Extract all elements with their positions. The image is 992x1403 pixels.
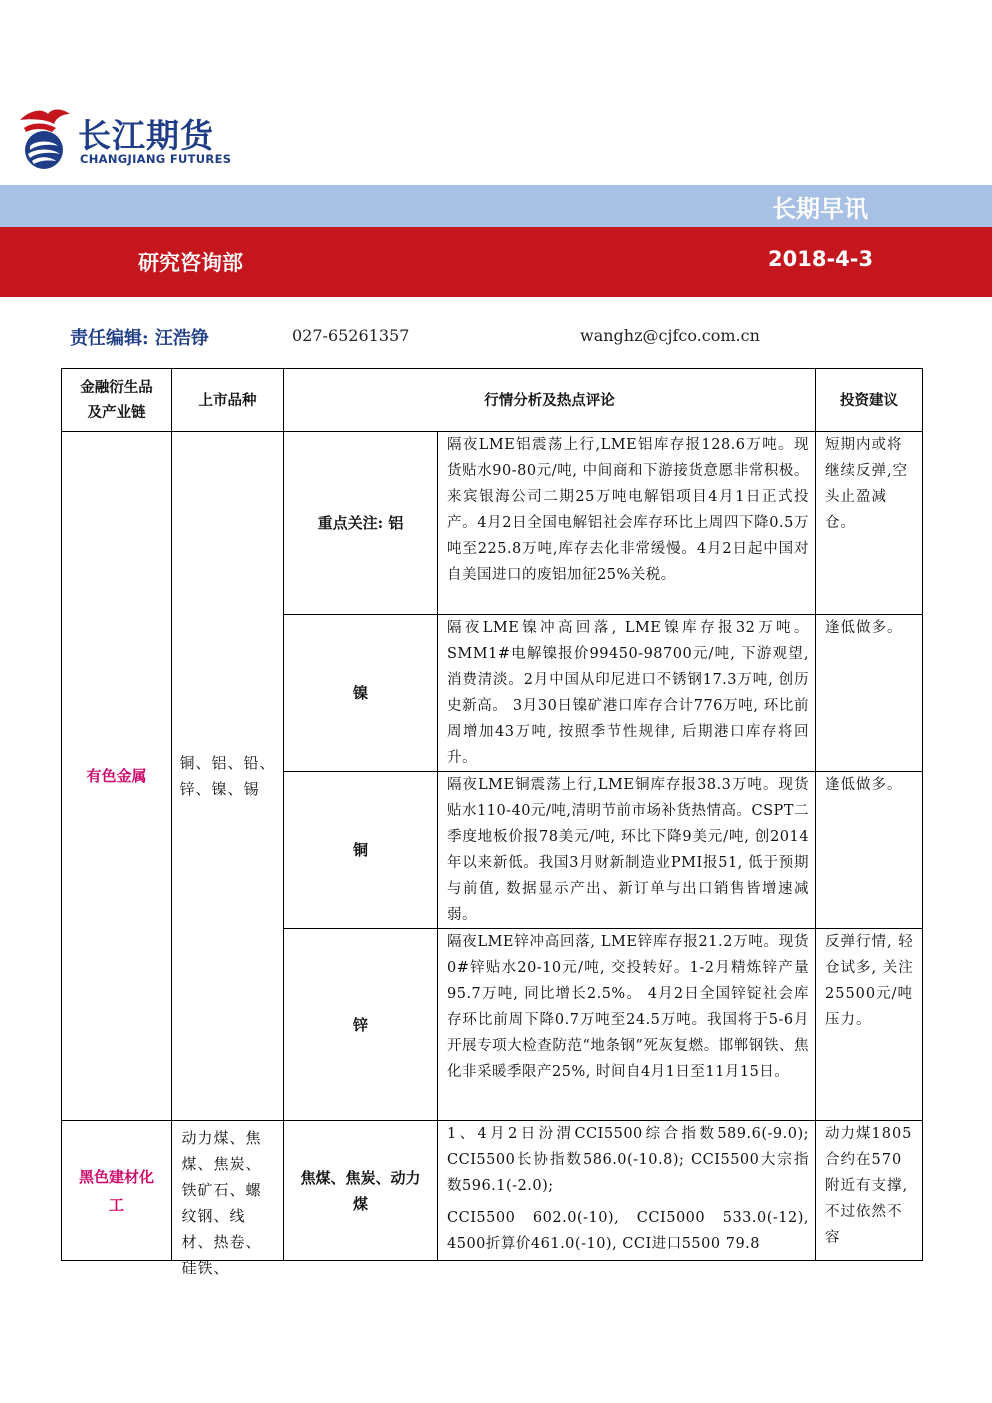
analysis-coal-line1: 1、4月2日汾渭CCI5500综合指数589.6(-9.0); CCI5500长协指数586.0(-10.8); CCI5500大宗指数596.1(-2.0); xyxy=(447,1126,809,1194)
advice-copper: 逢低做多。 xyxy=(816,772,923,929)
advice-zinc: 反弹行情, 轻仓试多, 关注25500元/吨压力。 xyxy=(816,929,923,1121)
subitem-copper: 铜 xyxy=(284,772,438,929)
report-table xyxy=(61,368,923,1277)
department-name: 研究咨询部 xyxy=(138,251,243,275)
header-analysis: 行情分析及热点评论 xyxy=(284,369,816,432)
editor-line xyxy=(70,322,930,352)
company-logo xyxy=(16,106,256,176)
header-advice: 投资建议 xyxy=(816,369,923,432)
analysis-coal xyxy=(438,1121,816,1261)
table-header-row xyxy=(62,369,923,432)
title-band xyxy=(0,185,992,227)
category-nonferrous: 有色金属 xyxy=(62,432,172,1121)
analysis-zinc: 隔夜LME锌冲高回落, LME锌库存报21.2万吨。现货0#锌贴水20-10元/吨, 交投转好。1-2月精炼锌产量95.7万吨, 同比增长2.5%。 4月2日全国锌锭社会库存环比前周下降0.7万吨至24.5万吨。我国将于5-6月开展专项大检查防范“地条钢”死灰复燃。邯郸钢铁、焦化非采暖季限产25%, 时间自4月1日至11月15日。 xyxy=(438,929,816,1121)
advice-nickel: 逢低做多。 xyxy=(816,615,923,772)
subitem-coal: 焦煤、焦炭、动力煤 xyxy=(284,1121,438,1261)
table-row xyxy=(62,432,923,615)
report-title: 长期早讯 xyxy=(772,195,868,223)
report-date: 2018-4-3 xyxy=(768,247,874,271)
department-band xyxy=(0,227,992,297)
editor-phone: 027-65261357 xyxy=(292,326,410,345)
editor-email[interactable]: wanghz@cjfco.com.cn xyxy=(580,326,760,345)
advice-coal: 动力煤1805合约在570附近有支撑, 不过依然不容 xyxy=(816,1121,923,1261)
category-ferrous: 黑色建材化工 xyxy=(62,1121,172,1261)
logo-english-name: CHANGJIANG FUTURES xyxy=(80,152,232,166)
subitem-nickel: 镍 xyxy=(284,615,438,772)
header-category: 金融衍生品及产业链 xyxy=(62,369,172,432)
logo-chinese-name: 长江期货 xyxy=(78,116,214,155)
analysis-nickel: 隔夜LME镍冲高回落, LME镍库存报32万吨。SMM1#电解镍报价99450-98700元/吨, 下游观望,消费清淡。2月中国从印尼进口不锈钢17.3万吨, 创历史新高。 3月30日镍矿港口库存合计776万吨, 环比前周增加43万吨, 按照季节性规律, 后期港口库存将回升。 xyxy=(438,615,816,772)
analysis-copper: 隔夜LME铜震荡上行,LME铜库存报38.3万吨。现货贴水110-40元/吨,清明节前市场补货热情高。CSPT二季度地板价报78美元/吨, 环比下降9美元/吨, 创2014年以来新低。我国3月财新制造业PMI报51, 低于预期与前值, 数据显示产出、新订单与出口销售皆增速减弱。 xyxy=(438,772,816,929)
editor-label: 责任编辑: 汪浩铮 xyxy=(70,328,209,349)
subitem-aluminum: 重点关注: 铝 xyxy=(284,432,438,615)
logo-emblem-icon xyxy=(16,106,72,172)
table-row xyxy=(62,1121,923,1261)
subitem-zinc: 锌 xyxy=(284,929,438,1121)
products-nonferrous: 铜、铝、铅、锌、镍、锡 xyxy=(172,432,284,1121)
analysis-coal-line2: CCI5500 602.0(-10), CCI5000 533.0(-12), 4500折算价461.0(-10), CCI进口5500 79.8 xyxy=(447,1210,809,1252)
analysis-aluminum: 隔夜LME铝震荡上行,LME铝库存报128.6万吨。现货贴水90-80元/吨, 中间商和下游接货意愿非常积极。来宾银海公司二期25万吨电解铝项目4月1日正式投产。4月2日全国电解铝社会库存环比上周四下降0.5万吨至225.8万吨,库存去化非常缓慢。4月2日起中国对自美国进口的废铝加征25%关税。 xyxy=(438,432,816,615)
header-products: 上市品种 xyxy=(172,369,284,432)
products-ferrous: 动力煤、焦煤、焦炭、铁矿石、螺纹钢、线材、热卷、硅铁、 xyxy=(172,1121,284,1261)
advice-aluminum: 短期内或将继续反弹,空头止盈减仓。 xyxy=(816,432,923,615)
